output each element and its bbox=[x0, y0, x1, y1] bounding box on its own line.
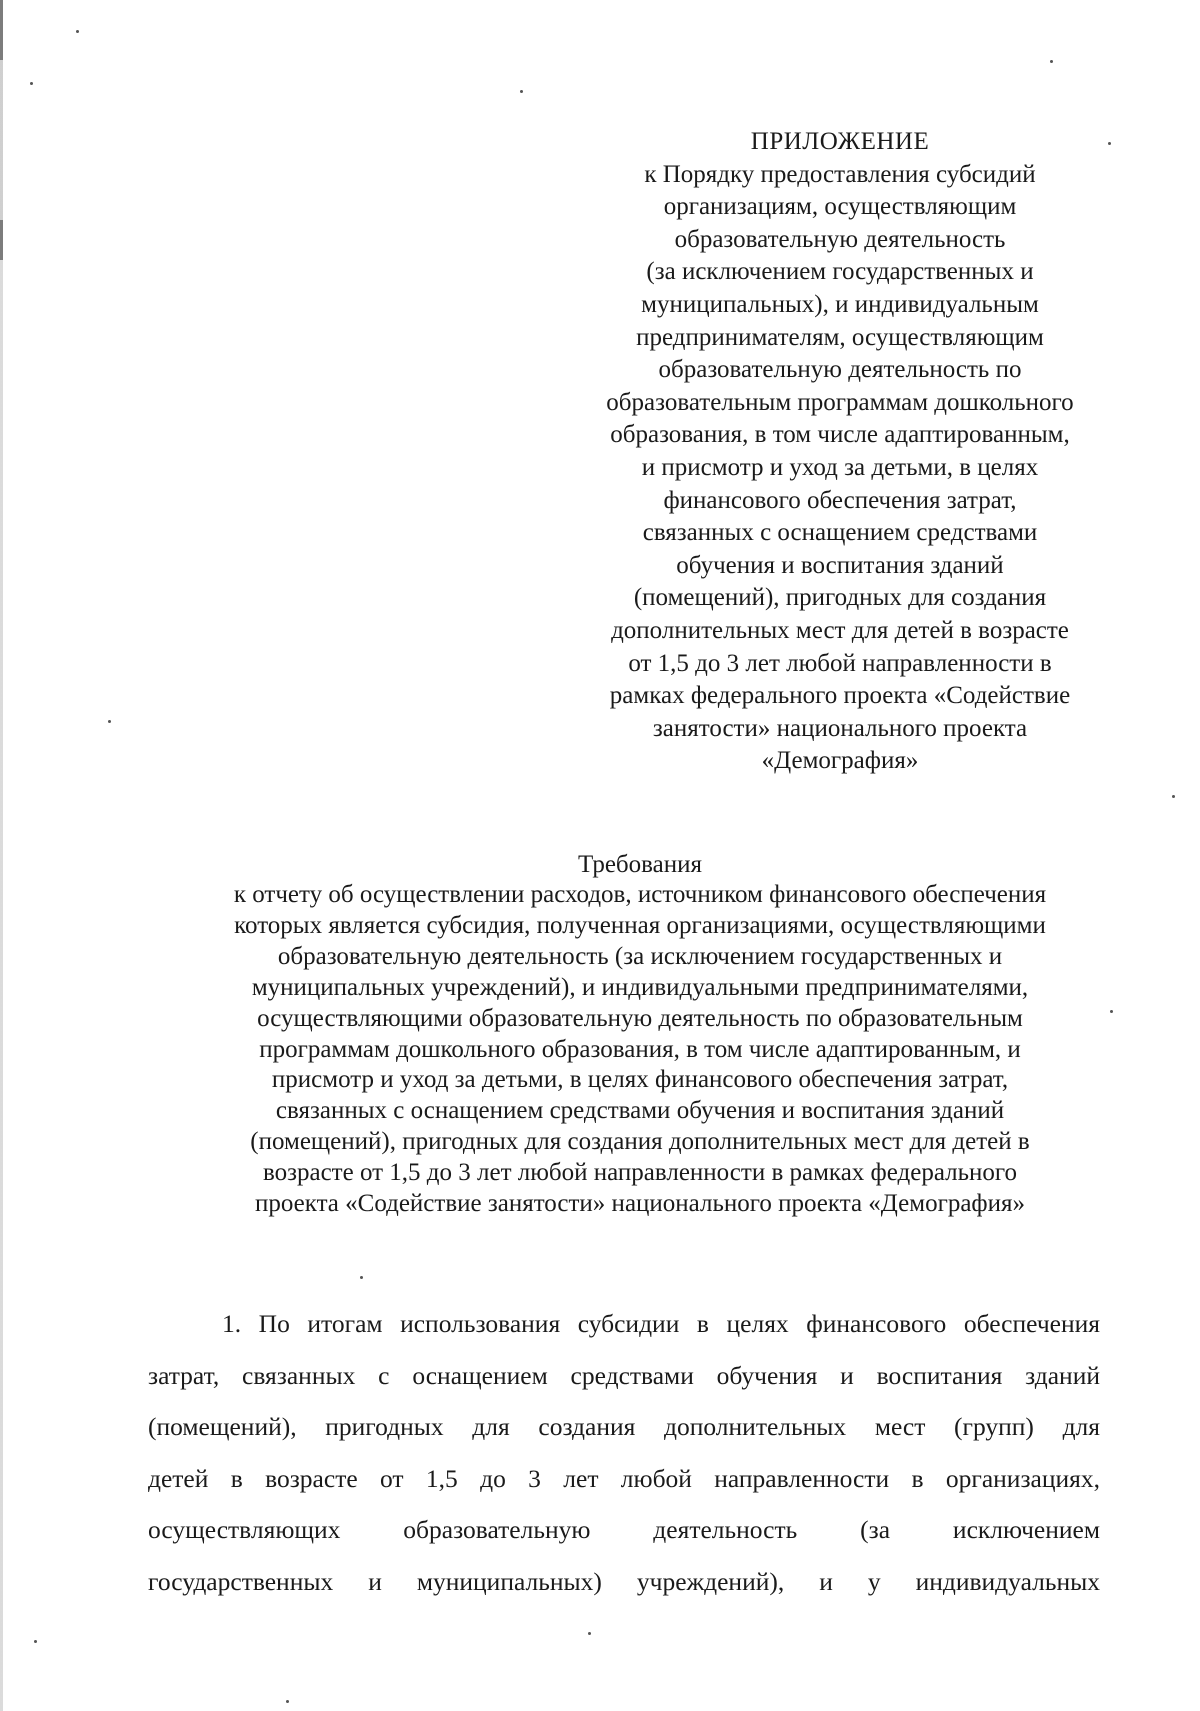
appendix-header bbox=[560, 126, 1120, 778]
requirements-line: которых является субсидия, полученная организациями, осуществляющими bbox=[234, 911, 1046, 939]
paragraph-line: затрат, связанных с оснащением средствами обучения и воспитания зданий bbox=[148, 1360, 1100, 1390]
appendix-line: «Демография» bbox=[761, 747, 919, 775]
scan-speck bbox=[76, 30, 79, 33]
appendix-line: образования, в том числе адаптированным, bbox=[610, 421, 1070, 449]
requirements-line: связанных с оснащением средствами обучения и воспитания зданий bbox=[275, 1097, 1005, 1125]
paragraph-line: детей в возрасте от 1,5 до 3 лет любой направленности в организациях, bbox=[148, 1463, 1100, 1493]
paragraph-line: 1. По итогам использования субсидии в целях финансового обеспечения bbox=[222, 1309, 1100, 1338]
requirements-line: к отчету об осуществлении расходов, источником финансового обеспечения bbox=[233, 881, 1047, 908]
scan-speck bbox=[1110, 1010, 1113, 1013]
appendix-line: (помещений), пригодных для создания bbox=[633, 584, 1047, 612]
requirements-line: осуществляющими образовательную деятельность по образовательным bbox=[257, 1004, 1023, 1032]
scan-speck bbox=[30, 82, 33, 85]
appendix-line: к Порядку предоставления субсидий bbox=[644, 160, 1036, 188]
appendix-line: рамках федерального проекта «Содействие bbox=[609, 682, 1071, 710]
scan-speck bbox=[1050, 60, 1053, 63]
scan-speck bbox=[286, 1700, 289, 1703]
appendix-line: образовательную деятельность bbox=[674, 225, 1006, 253]
requirements-line: муниципальных учреждений), и индивидуальными предпринимателями, bbox=[251, 973, 1029, 1001]
requirements-line: образовательную деятельность (за исключением государственных и bbox=[277, 942, 1003, 970]
appendix-line: образовательным программам дошкольного bbox=[606, 388, 1074, 416]
appendix-line: организациям, осуществляющим bbox=[663, 193, 1017, 221]
scan-speck bbox=[520, 90, 523, 93]
appendix-line: (за исключением государственных и bbox=[646, 258, 1034, 286]
paragraph-line: государственных и муниципальных) учреждений), и у индивидуальных bbox=[148, 1566, 1100, 1596]
appendix-line: дополнительных мест для детей в возрасте bbox=[611, 616, 1069, 644]
paragraph-line: (помещений), пригодных для создания дополнительных мест (групп) для bbox=[148, 1412, 1100, 1441]
appendix-line: занятости» национального проекта bbox=[652, 714, 1028, 742]
requirements-line: программам дошкольного образования, в том числе адаптированным, и bbox=[259, 1035, 1021, 1063]
appendix-title: ПРИЛОЖЕНИЕ bbox=[750, 128, 930, 155]
appendix-line: от 1,5 до 3 лет любой направленности в bbox=[628, 649, 1052, 677]
scan-speck bbox=[34, 1640, 37, 1643]
requirements-title: Требования bbox=[578, 851, 702, 878]
appendix-line: муниципальных), и индивидуальным bbox=[641, 290, 1039, 318]
appendix-line: связанных с оснащением средствами bbox=[642, 519, 1038, 547]
scan-speck bbox=[108, 720, 111, 723]
appendix-line: образовательную деятельность по bbox=[658, 356, 1022, 384]
requirements-line: присмотр и уход за детьми, в целях финансового обеспечения затрат, bbox=[271, 1066, 1009, 1094]
scan-edge bbox=[0, 0, 3, 1711]
appendix-line: обучения и воспитания зданий bbox=[676, 551, 1004, 579]
requirements-line: (помещений), пригодных для создания дополнительных мест для детей в bbox=[250, 1128, 1030, 1156]
appendix-line: предпринимателям, осуществляющим bbox=[636, 323, 1044, 351]
scan-speck bbox=[1108, 142, 1111, 145]
appendix-line: и присмотр и уход за детьми, в целях bbox=[641, 453, 1039, 481]
scan-speck bbox=[360, 1276, 363, 1279]
paragraph-1 bbox=[148, 1298, 1100, 1607]
requirements-line: возрасте от 1,5 до 3 лет любой направленности в рамках федерального bbox=[262, 1159, 1018, 1187]
requirements-subtitle bbox=[150, 880, 1130, 1220]
scan-speck bbox=[588, 1632, 591, 1635]
scan-speck bbox=[1172, 795, 1175, 798]
requirements-line: проекта «Содействие занятости» национального проекта «Демография» bbox=[254, 1190, 1026, 1218]
paragraph-line: осуществляющих образовательную деятельность (за исключением bbox=[148, 1515, 1100, 1544]
appendix-line: финансового обеспечения затрат, bbox=[663, 486, 1017, 514]
